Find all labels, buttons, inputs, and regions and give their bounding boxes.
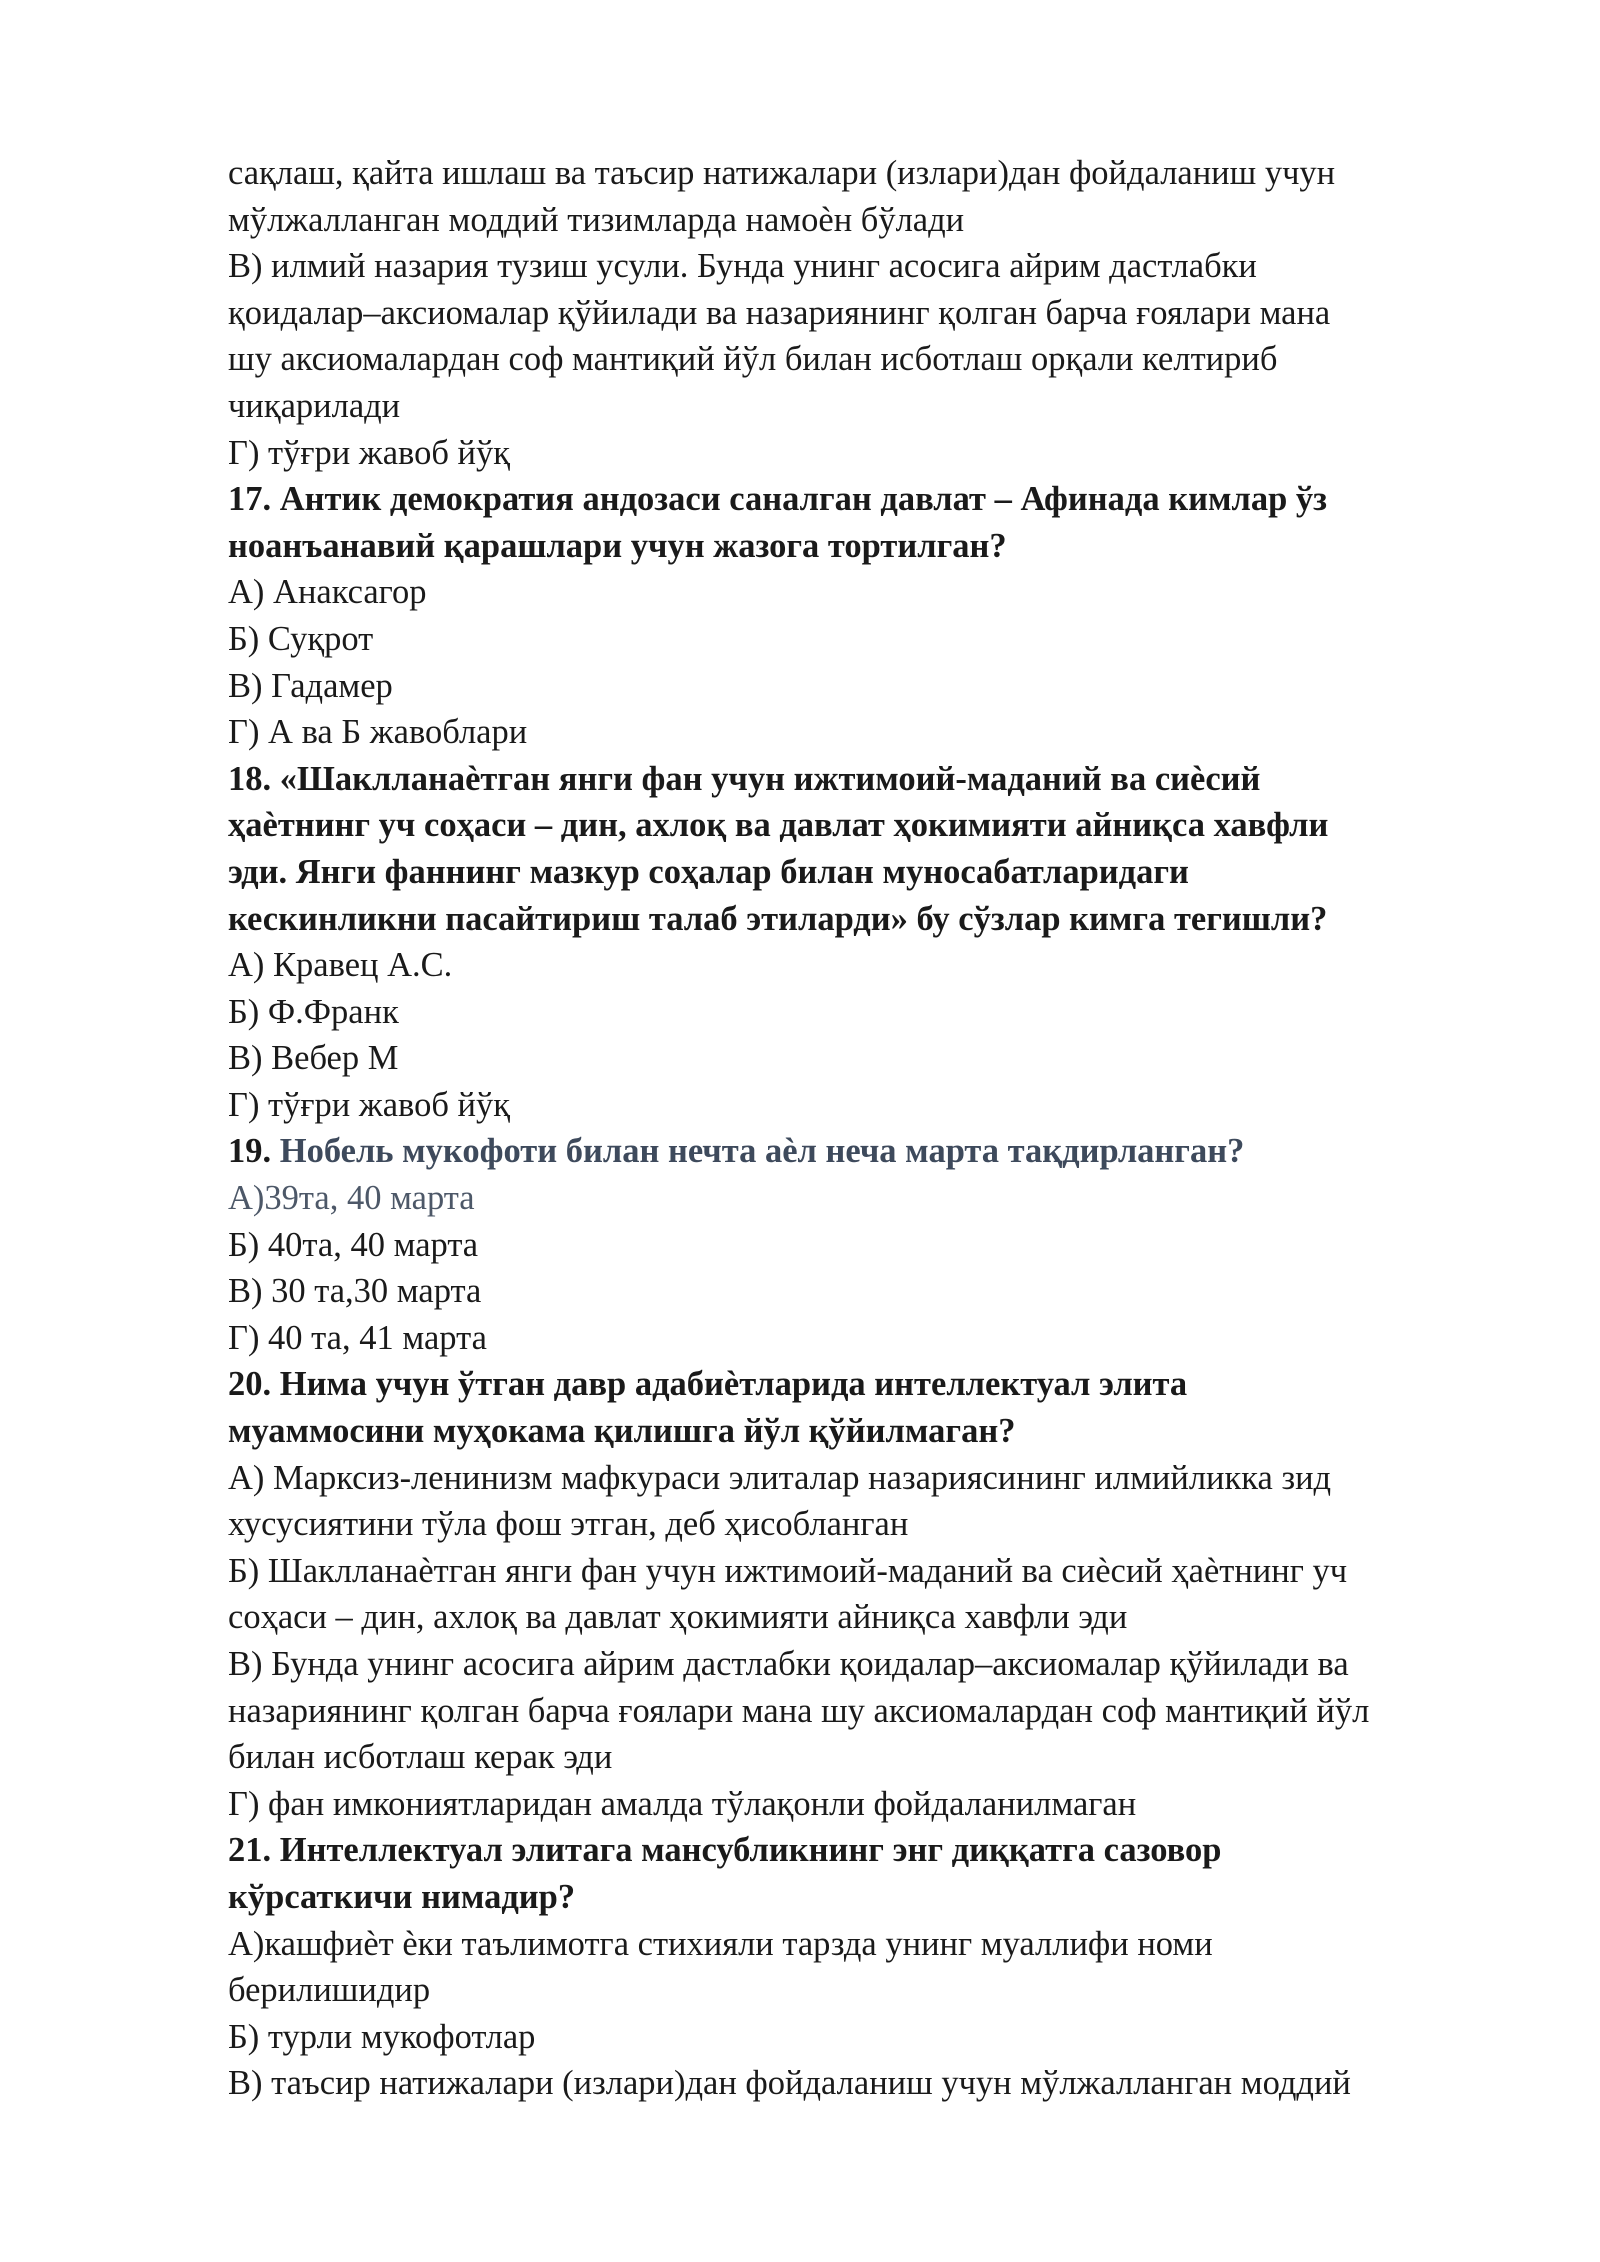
answer-option: В) 30 та,30 марта bbox=[228, 1272, 482, 1311]
answer-option: А)кашфиѐт ѐки таълимотга стихияли тарзда унинг муаллифи номи bbox=[228, 1924, 1213, 1963]
answer-option: Г) А ва Б жавоблари bbox=[228, 713, 528, 752]
question-18-cont: ҳаѐтнинг уч соҳаси – дин, ахлоқ ва давлат ҳокимияти айниқса хавфли bbox=[228, 806, 1329, 845]
question-21-cont: кўрсаткичи нимадир? bbox=[228, 1877, 576, 1916]
text-line: чиқарилади bbox=[228, 386, 401, 425]
answer-option: А)39та, 40 марта bbox=[228, 1179, 475, 1218]
question-19 bbox=[228, 1128, 1488, 1175]
answer-option: В) таъсир натижалари (излари)дан фойдаланиш учун мўлжалланган моддий bbox=[228, 2064, 1351, 2103]
question-17-cont: ноанъанавий қарашлари учун жазога тортилган? bbox=[228, 526, 1007, 565]
question-17: 17. Антик демократия андозаси саналган давлат – Афинада кимлар ўз bbox=[228, 480, 1328, 519]
text-line: шу аксиомалардан соф мантиқий йўл билан исботлаш орқали келтириб bbox=[228, 340, 1278, 379]
answer-option: А) Кравец А.С. bbox=[228, 946, 453, 985]
answer-option: В) Гадамер bbox=[228, 666, 393, 705]
question-18: 18. «Шаклланаѐтган янги фан учун ижтимоий-маданий ва сиѐсий bbox=[228, 759, 1261, 798]
text-line: қоидалар–аксиомалар қўйилади ва назариянинг қолган барча ғоялари мана bbox=[228, 293, 1331, 332]
question-18-cont: кескинликни пасайтириш талаб этиларди» бу сўзлар кимга тегишли? bbox=[228, 899, 1328, 938]
text-line: хусусиятини тўла фош этган, деб ҳисобланган bbox=[228, 1505, 909, 1544]
question-21: 21. Интеллектуал элитага мансубликнинг энг диққатга сазовор bbox=[228, 1831, 1222, 1870]
question-18-cont: эди. Янги фаннинг мазкур соҳалар билан муносабатларидаги bbox=[228, 852, 1189, 891]
answer-option: А) Анаксагор bbox=[228, 573, 427, 612]
text-line: соҳаси – дин, ахлоқ ва давлат ҳокимияти айниқса хавфли эди bbox=[228, 1598, 1128, 1637]
answer-option: Г) тўғри жавоб йўқ bbox=[228, 433, 510, 472]
text-line: назариянинг қолган барча ғоялари мана шу аксиомалардан соф мантиқий йўл bbox=[228, 1691, 1370, 1730]
answer-option: Г) тўғри жавоб йўқ bbox=[228, 1085, 510, 1124]
document-page bbox=[228, 150, 1488, 2107]
answer-option: Г) фан имкониятларидан амалда тўлақонли фойдаланилмаган bbox=[228, 1784, 1137, 1823]
answer-option: В) илмий назария тузиш усули. Бунда унинг асосига айрим дастлабки bbox=[228, 247, 1257, 286]
question-20: 20. Нима учун ўтган давр адабиѐтларида интеллектуал элита bbox=[228, 1365, 1188, 1404]
answer-option: Б) Шаклланаѐтган янги фан учун ижтимоий-маданий ва сиѐсий ҳаѐтнинг уч bbox=[228, 1551, 1348, 1590]
answer-option: Б) Ф.Франк bbox=[228, 992, 399, 1031]
answer-option: Б) турли мукофотлар bbox=[228, 2017, 536, 2056]
question-20-cont: муаммосини муҳокама қилишга йўл қўйилмаган? bbox=[228, 1412, 1016, 1451]
answer-option: Г) 40 та, 41 марта bbox=[228, 1318, 487, 1357]
question-19-text: Нобель мукофоти билан нечта аѐл неча марта тақдирланган? bbox=[271, 1132, 1245, 1171]
answer-option: Б) 40та, 40 марта bbox=[228, 1225, 479, 1264]
answer-option: В) Бунда унинг асосига айрим дастлабки қоидалар–аксиомалар қўйилади ва bbox=[228, 1645, 1349, 1683]
answer-option: Б) Суқрот bbox=[228, 619, 374, 658]
answer-option: В) Вебер М bbox=[228, 1039, 399, 1078]
text-line: билан исботлаш керак эди bbox=[228, 1738, 613, 1777]
text-line: берилишидир bbox=[228, 1971, 431, 2010]
question-19-number: 19. bbox=[228, 1132, 272, 1171]
text-line: мўлжалланган моддий тизимларда намоѐн бўлади bbox=[228, 200, 965, 239]
text-line: сақлаш, қайта ишлаш ва таъсир натижалари (излари)дан фойдаланиш учун bbox=[228, 154, 1336, 192]
answer-option: А) Марксиз-ленинизм мафкураси элиталар назариясининг илмийликка зид bbox=[228, 1458, 1332, 1497]
